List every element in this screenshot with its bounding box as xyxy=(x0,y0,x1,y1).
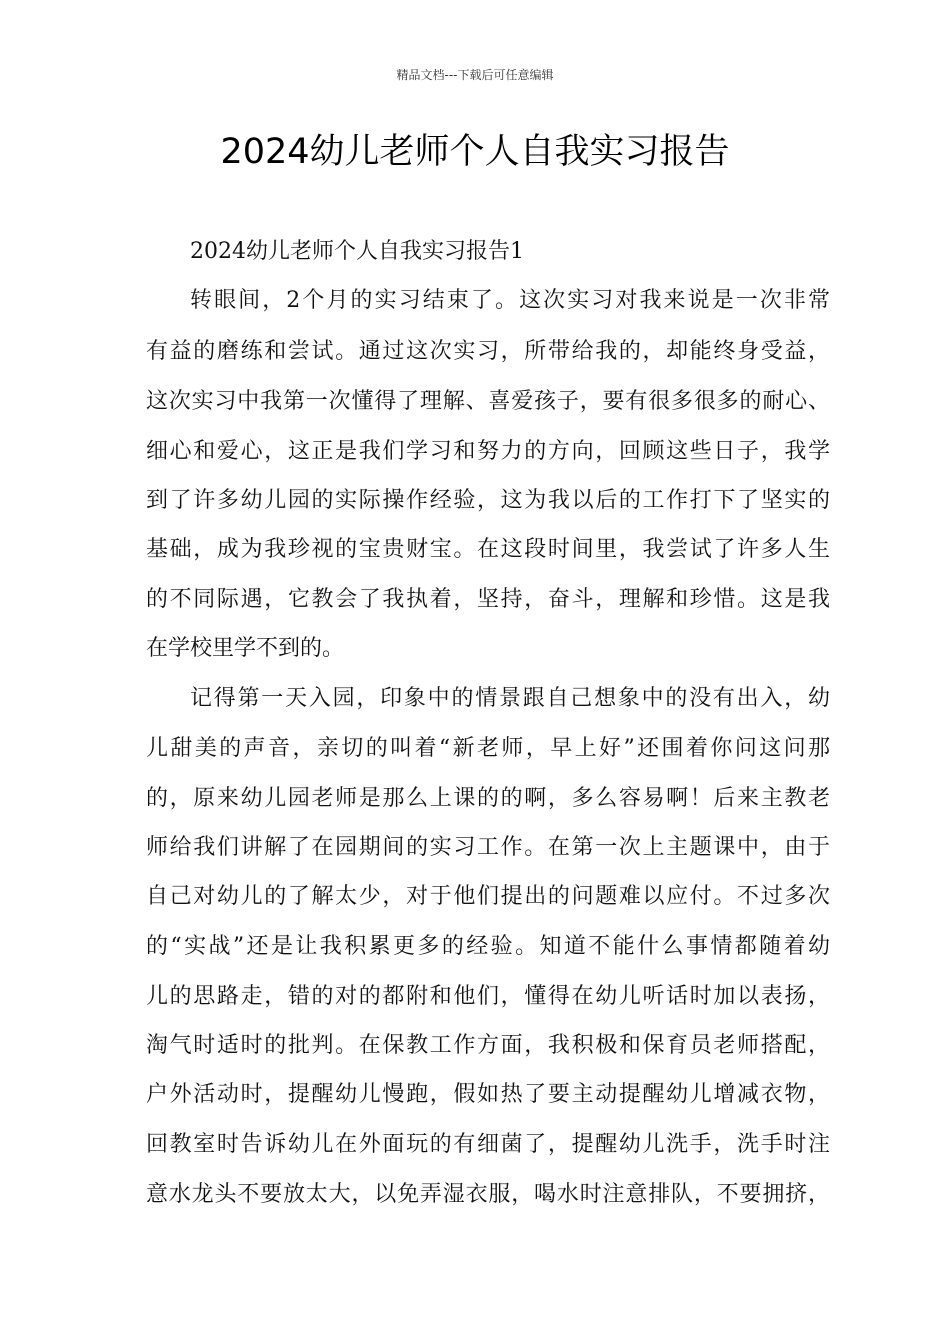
paragraph-line: 到了许多幼儿园的实际操作经验，这为我以后的工作打下了坚实的 xyxy=(146,488,830,513)
paragraph-line: 儿的思路走，错的对的都附和他们，懂得在幼儿听话时加以表扬， xyxy=(146,984,830,1009)
paragraph-line: 儿甜美的声音，亲切的叫着“新老师，早上好”还围着你问这问那 xyxy=(146,736,830,761)
header-note: 精品文档---下载后可任意编辑 xyxy=(396,68,554,82)
paragraph-line: 基础，成为我珍视的宝贵财宝。在这段时间里，我尝试了许多人生 xyxy=(146,537,830,562)
section-heading: 2024幼儿老师个人自我实习报告1 xyxy=(190,239,524,264)
paragraph-line: 淘气时适时的批判。在保教工作方面，我积极和保育员老师搭配， xyxy=(146,1033,830,1058)
paragraph-line: 记得第一天入园，印象中的情景跟自己想象中的没有出入，幼 xyxy=(190,686,830,711)
paragraph-line: 回教室时告诉幼儿在外面玩的有细菌了，提醒幼儿洗手，洗手时注 xyxy=(146,1132,830,1157)
paragraph-line: 意水龙头不要放太大，以免弄湿衣服，喝水时注意排队，不要拥挤， xyxy=(146,1182,830,1207)
paragraph-line: 自己对幼儿的了解太少，对于他们提出的问题难以应付。不过多次 xyxy=(146,884,830,909)
paragraph-line: 细心和爱心，这正是我们学习和努力的方向，回顾这些日子，我学 xyxy=(146,439,830,464)
paragraph-line: 户外活动时，提醒幼儿慢跑，假如热了要主动提醒幼儿增减衣物， xyxy=(146,1082,830,1107)
paragraph-line: 师给我们讲解了在园期间的实习工作。在第一次上主题课中，由于 xyxy=(146,835,830,860)
paragraph-line: 的不同际遇，它教会了我执着，坚持，奋斗，理解和珍惜。这是我 xyxy=(146,587,830,612)
paragraph-line: 转眼间，2个月的实习结束了。这次实习对我来说是一次非常 xyxy=(190,288,830,313)
document-title: 2024幼儿老师个人自我实习报告 xyxy=(220,132,730,172)
paragraph-line: 有益的磨练和尝试。通过这次实习，所带给我的，却能终身受益， xyxy=(146,339,830,364)
paragraph-line: 在学校里学不到的。 xyxy=(146,636,345,661)
paragraph-line: 的，原来幼儿园老师是那么上课的的啊，多么容易啊！后来主教老 xyxy=(146,786,830,811)
paragraph-line: 这次实习中我第一次懂得了理解、喜爱孩子，要有很多很多的耐心、 xyxy=(146,389,830,414)
paragraph-line: 的“实战”还是让我积累更多的经验。知道不能什么事情都随着幼 xyxy=(146,934,830,959)
